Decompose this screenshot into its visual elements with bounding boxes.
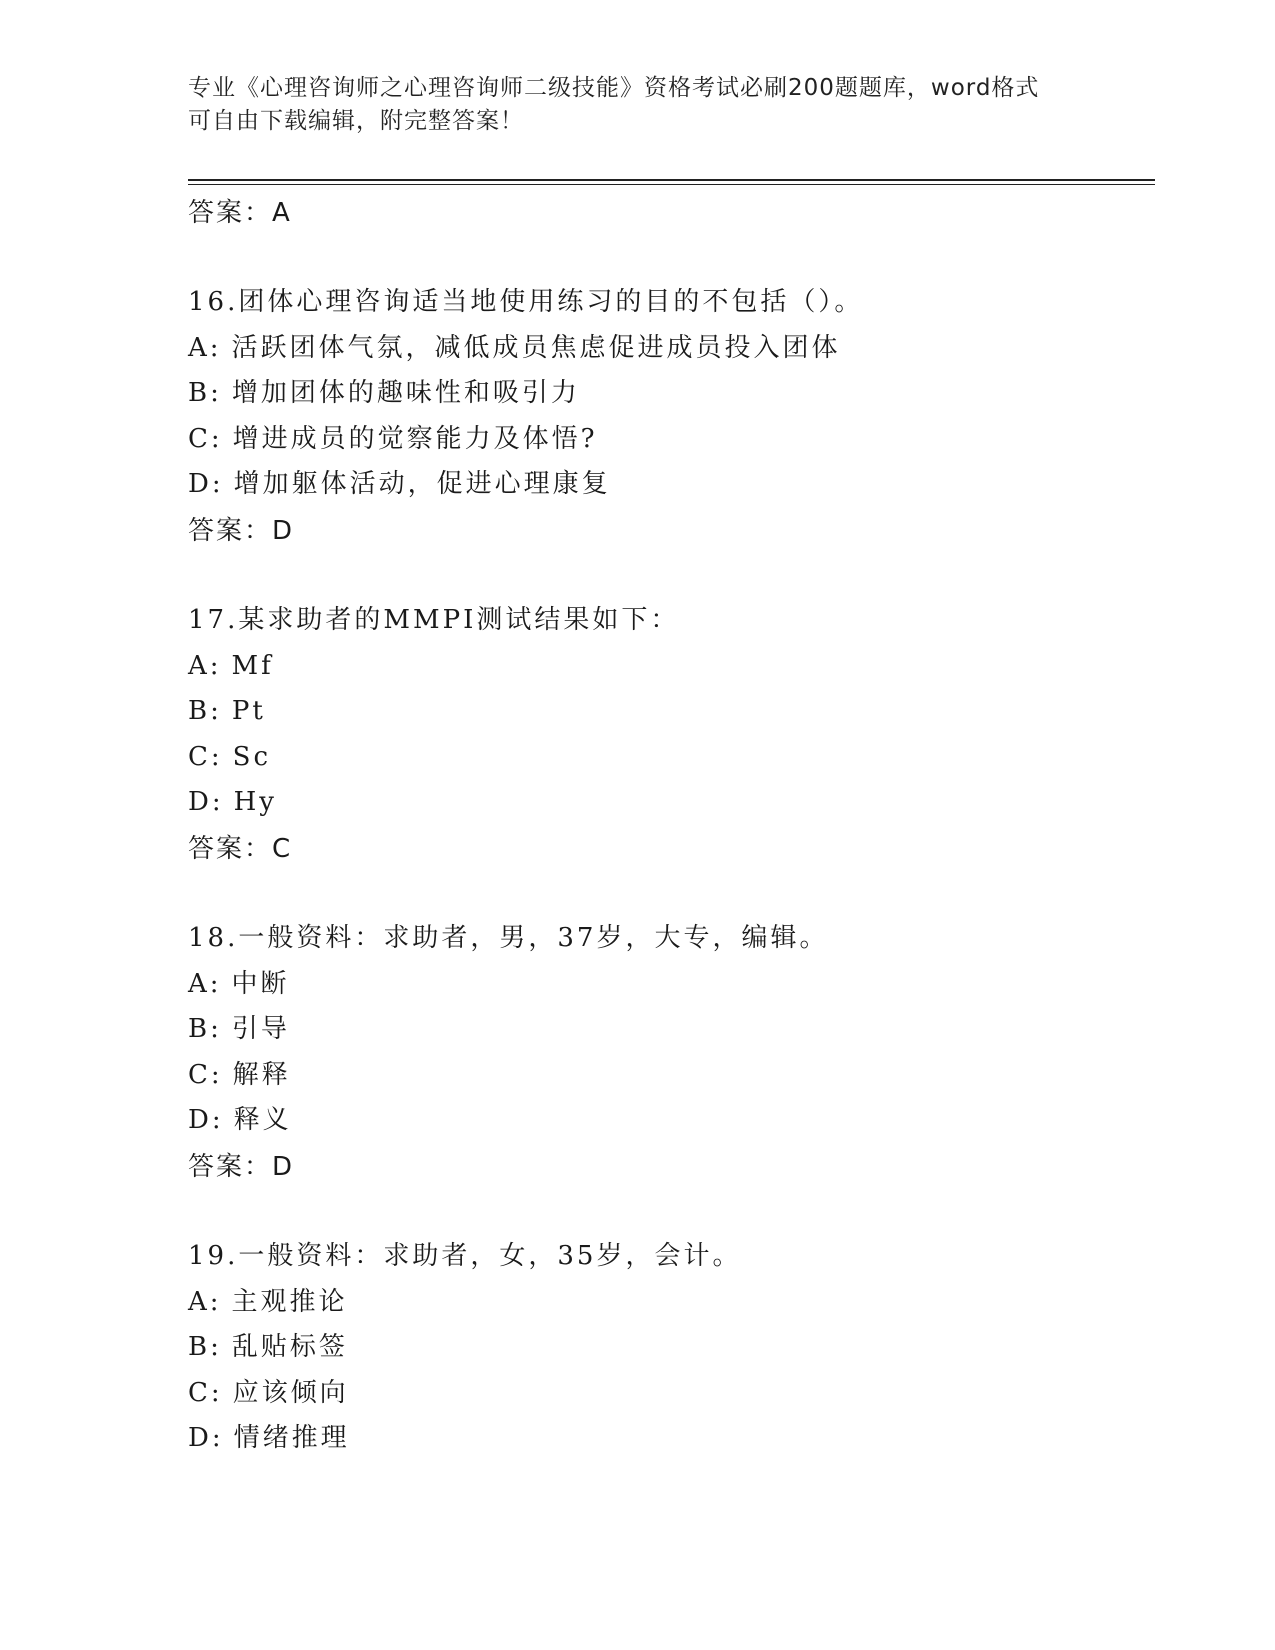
- answer-value: C: [272, 833, 293, 864]
- question-number: 18.: [188, 922, 239, 953]
- question-text: 一般资料：求助者，女，35岁，会计。: [238, 1240, 742, 1271]
- option-b: [188, 1325, 1148, 1371]
- option-b: [188, 689, 1148, 735]
- question-18: [188, 916, 1148, 1190]
- option-letter: C:: [188, 741, 223, 772]
- question-16: [188, 280, 1148, 554]
- option-text: 增进成员的觉察能力及体悟?: [232, 423, 598, 454]
- question-text: 团体心理咨询适当地使用练习的目的不包括（）。: [238, 287, 864, 317]
- option-letter: B:: [188, 1332, 222, 1363]
- answer-line: [188, 826, 1148, 872]
- header-divider-thin: [188, 184, 1155, 185]
- question-title: [188, 280, 1148, 326]
- option-letter: C:: [188, 1377, 223, 1408]
- question-title: [188, 916, 1148, 962]
- question-19: [188, 1234, 1148, 1462]
- spacer: [188, 1190, 1148, 1234]
- option-letter: A:: [188, 968, 222, 999]
- option-letter: D:: [188, 469, 224, 500]
- option-d: [188, 780, 1148, 826]
- answer-value: A: [272, 198, 292, 228]
- option-c: [188, 1053, 1148, 1099]
- option-text: Pt: [231, 696, 266, 727]
- option-a: [188, 1280, 1148, 1326]
- question-text: 某求助者的MMPI测试结果如下：: [238, 604, 680, 635]
- page-header: [188, 72, 1088, 138]
- option-letter: B:: [188, 696, 222, 727]
- option-text: 增加团体的趣味性和吸引力: [231, 378, 580, 409]
- question-17: [188, 598, 1148, 872]
- spacer: [188, 554, 1148, 598]
- option-a: [188, 962, 1148, 1008]
- option-text: 主观推论: [231, 1286, 348, 1317]
- option-text: 解释: [232, 1059, 291, 1090]
- option-text: Sc: [232, 741, 272, 772]
- option-letter: B:: [188, 1014, 222, 1045]
- option-d: [188, 1416, 1148, 1462]
- option-c: [188, 417, 1148, 463]
- option-letter: A:: [188, 650, 222, 681]
- spacer: [188, 236, 1148, 280]
- answer-label: 答案：: [188, 198, 273, 228]
- option-letter: D:: [188, 1423, 224, 1454]
- option-text: 引导: [231, 1014, 290, 1045]
- question-number: 17.: [188, 604, 239, 635]
- option-letter: C:: [188, 423, 223, 454]
- option-text: 增加躯体活动，促进心理康复: [233, 469, 611, 500]
- option-letter: B:: [188, 378, 222, 409]
- question-title: [188, 1234, 1148, 1280]
- option-d: [188, 1098, 1148, 1144]
- option-b: [188, 371, 1148, 417]
- question-title: [188, 598, 1148, 644]
- answer-line: [188, 508, 1148, 554]
- question-content: [188, 190, 1148, 1462]
- answer-label: 答案：: [188, 515, 273, 546]
- option-c: [188, 735, 1148, 781]
- option-text: 中断: [231, 968, 290, 999]
- answer-label: 答案：: [188, 833, 273, 864]
- option-d: [188, 462, 1148, 508]
- option-letter: D:: [188, 1105, 224, 1136]
- question-text: 一般资料：求助者，男，37岁，大专，编辑。: [238, 922, 829, 953]
- answer-value: D: [272, 515, 295, 546]
- answer-line: [188, 190, 1148, 236]
- option-text: 释义: [233, 1105, 292, 1136]
- option-letter: A:: [188, 1286, 222, 1317]
- option-text: 乱贴标签: [231, 1332, 348, 1363]
- option-b: [188, 1007, 1148, 1053]
- option-text: 应该倾向: [232, 1377, 349, 1408]
- answer-value: D: [272, 1151, 295, 1182]
- question-number: 19.: [188, 1240, 239, 1271]
- header-line-1: 专业《心理咨询师之心理咨询师二级技能》资格考试必刷200题题库，word格式: [188, 75, 1040, 101]
- option-text: Hy: [233, 787, 277, 818]
- option-text: Mf: [231, 650, 274, 681]
- question-number: 16.: [188, 287, 239, 317]
- option-a: [188, 644, 1148, 690]
- option-letter: A:: [188, 332, 222, 363]
- option-text: 活跃团体气氛，减低成员焦虑促进成员投入团体: [231, 332, 841, 363]
- header-line-2: 可自由下载编辑，附完整答案！: [188, 108, 524, 134]
- option-a: [188, 326, 1148, 372]
- option-letter: C:: [188, 1059, 223, 1090]
- option-text: 情绪推理: [233, 1423, 350, 1454]
- answer-label: 答案：: [188, 1151, 273, 1182]
- spacer: [188, 872, 1148, 916]
- header-divider-thick: [188, 179, 1155, 181]
- answer-line: [188, 1144, 1148, 1190]
- option-letter: D:: [188, 787, 224, 818]
- option-c: [188, 1371, 1148, 1417]
